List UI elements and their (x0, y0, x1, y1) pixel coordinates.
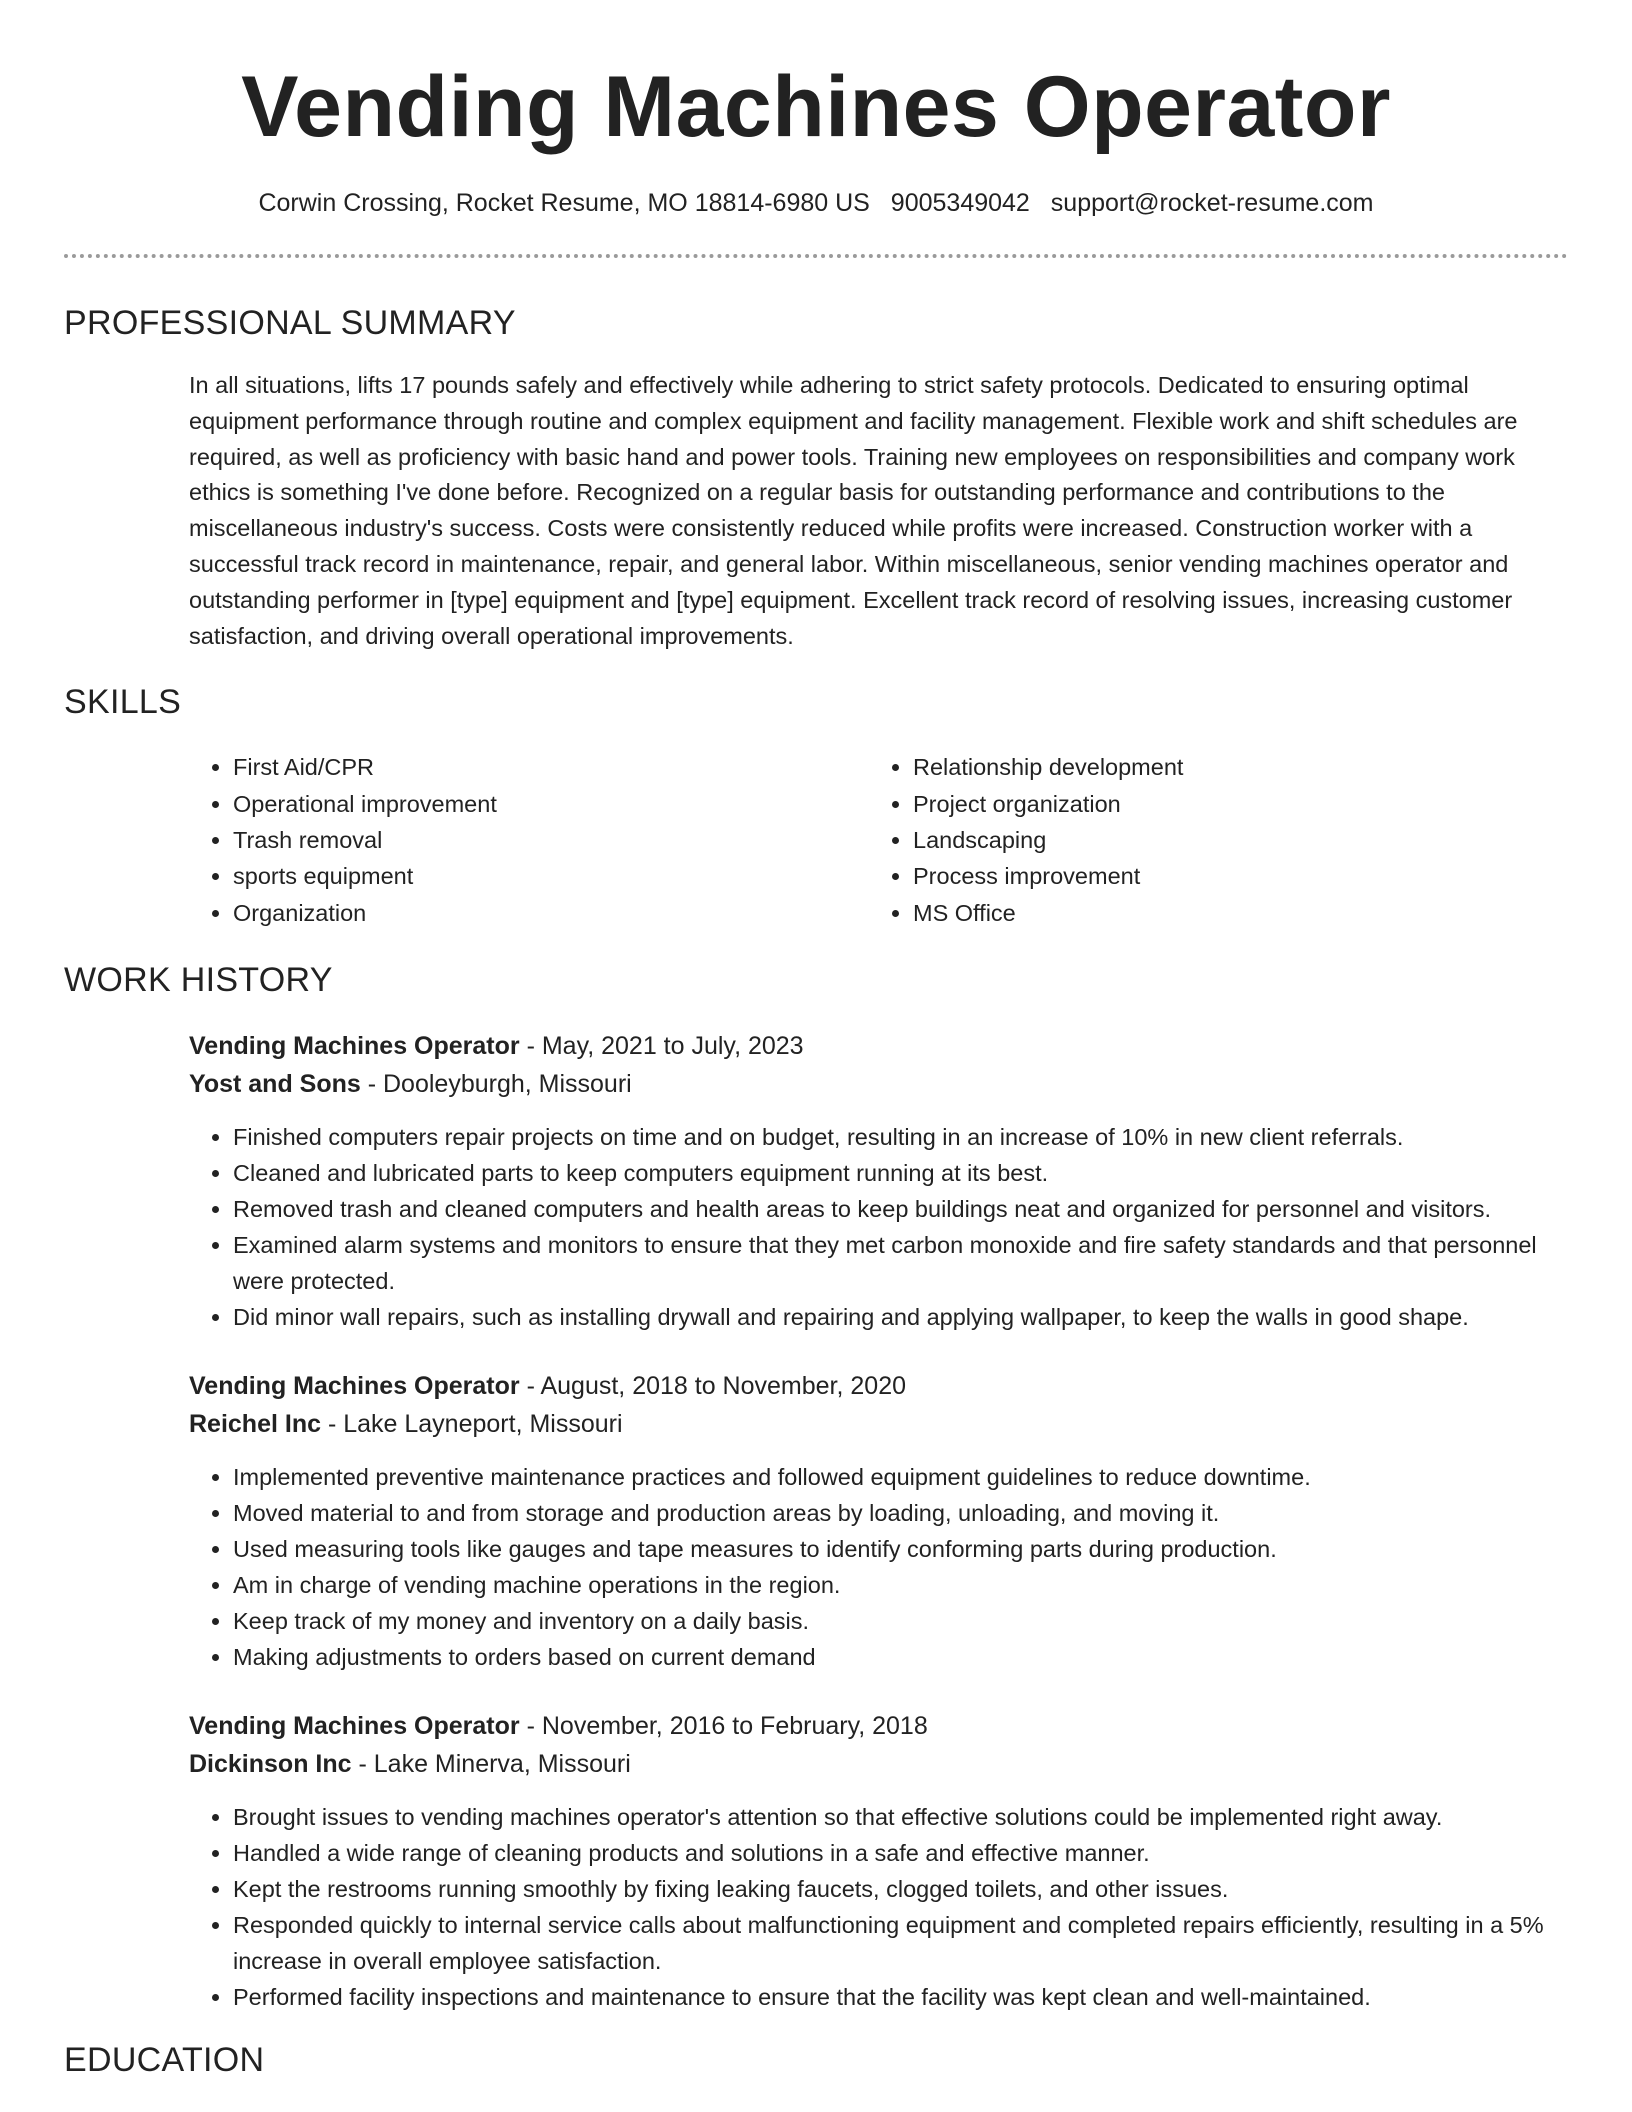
job-bullet: • Cleaned and lubricated parts to keep computers equipment running at its best. (233, 1155, 1568, 1191)
job-bullet: • Implemented preventive maintenance practices and followed equipment guidelines to reduce downtime. (233, 1459, 1568, 1495)
job-company: Reichel Inc (189, 1409, 321, 1438)
header-divider (64, 254, 1568, 258)
job-dates: - August, 2018 to November, 2020 (519, 1371, 907, 1400)
skills-list (189, 749, 1568, 930)
skills-column-left (189, 749, 869, 930)
job-company: Yost and Sons (189, 1069, 361, 1098)
skill-item: • Operational improvement (233, 786, 869, 822)
job-bullets (189, 1459, 1568, 1675)
job-role: Vending Machines Operator (189, 1371, 520, 1400)
job-company-line (189, 1405, 1568, 1443)
candidate-name: Vending Machines Operator (241, 59, 1391, 155)
job-bullet: • Used measuring tools like gauges and tape measures to identify conforming parts during production. (233, 1531, 1568, 1567)
job-role: Vending Machines Operator (189, 1711, 520, 1740)
job-company: Dickinson Inc (189, 1749, 352, 1778)
job-company-line (189, 1065, 1568, 1103)
skill-item: • sports equipment (233, 858, 869, 894)
job-bullet: • Removed trash and cleaned computers and health areas to keep buildings neat and organized for personnel and visitors. (233, 1191, 1568, 1227)
contact-phone: 9005349042 (890, 189, 1030, 217)
job-bullet: • Brought issues to vending machines operator's attention so that effective solutions could be implemented right away. (233, 1799, 1568, 1835)
skill-item: • MS Office (913, 895, 1549, 931)
job-bullets (189, 1799, 1568, 2015)
job-bullet: • Examined alarm systems and monitors to ensure that they met carbon monoxide and fire safety standards and that personnel were protected. (233, 1227, 1568, 1299)
skill-item: • Process improvement (913, 858, 1549, 894)
work-history-heading: WORK HISTORY (64, 960, 333, 999)
education-heading: EDUCATION (64, 2040, 265, 2079)
job-bullet: • Did minor wall repairs, such as installing drywall and repairing and applying wallpaper, to keep the walls in good shape. (233, 1299, 1568, 1335)
job-title-line (189, 1707, 1568, 1745)
job-bullet: • Handled a wide range of cleaning products and solutions in a safe and effective manner. (233, 1835, 1568, 1871)
contact-address: Corwin Crossing, Rocket Resume, MO 18814-6980 US (258, 189, 870, 217)
job-bullet: • Am in charge of vending machine operations in the region. (233, 1567, 1568, 1603)
job-bullet: • Performed facility inspections and maintenance to ensure that the facility was kept clean and well-maintained. (233, 1979, 1568, 2015)
job-entry (189, 1027, 1568, 1335)
skill-item: • Landscaping (913, 822, 1549, 858)
job-location: - Lake Layneport, Missouri (321, 1409, 623, 1438)
job-bullet: • Kept the restrooms running smoothly by fixing leaking faucets, clogged toilets, and other issues. (233, 1871, 1568, 1907)
summary-text: In all situations, lifts 17 pounds safely and effectively while adhering to strict safety protocols. Dedicated to ensuring optimal equipment performance through routine and complex equipment and facility management. Flexible work and shift schedules are required, as well as proficiency with basic hand and power tools. Training new employees on responsibilities and company work ethics is something I've done before. Recognized on a regular basis for outstanding performance and contributions to the miscellaneous industry's success. Costs were consistently reduced while profits were increased. Construction worker with a successful track record in maintenance, repair, and general labor. Within miscellaneous, senior vending machines operator and outstanding performer in [type] equipment and [type] equipment. Excellent track record of resolving issues, increasing customer satisfaction, and driving overall operational improvements. (189, 372, 1518, 649)
job-role: Vending Machines Operator (189, 1031, 520, 1060)
skill-item: • Organization (233, 895, 869, 931)
job-title-line (189, 1027, 1568, 1065)
contact-email: support@rocket-resume.com (1050, 189, 1374, 217)
skill-item: • Relationship development (913, 749, 1549, 785)
job-bullet: • Finished computers repair projects on time and on budget, resulting in an increase of 10% in new client referrals. (233, 1119, 1568, 1155)
job-bullets (189, 1119, 1568, 1335)
job-bullet: • Making adjustments to orders based on current demand (233, 1639, 1568, 1675)
summary-heading: PROFESSIONAL SUMMARY (64, 304, 516, 342)
job-title-line (189, 1367, 1568, 1405)
skill-item: • First Aid/CPR (233, 749, 869, 785)
job-bullet: • Moved material to and from storage and production areas by loading, unloading, and moving it. (233, 1495, 1568, 1531)
skills-column-right (869, 749, 1549, 930)
job-entry (189, 1707, 1568, 2015)
job-dates: - May, 2021 to July, 2023 (519, 1031, 804, 1060)
job-location: - Lake Minerva, Missouri (351, 1749, 631, 1778)
job-location: - Dooleyburgh, Missouri (360, 1069, 632, 1098)
job-dates: - November, 2016 to February, 2018 (519, 1711, 928, 1740)
job-bullet: • Responded quickly to internal service calls about malfunctioning equipment and completed repairs efficiently, resulting in a 5% increase in overall employee satisfaction. (233, 1907, 1568, 1979)
skill-item: • Trash removal (233, 822, 869, 858)
skill-item: • Project organization (913, 786, 1549, 822)
contact-line (0, 186, 1632, 220)
skills-heading: SKILLS (64, 683, 182, 722)
job-company-line (189, 1745, 1568, 1783)
job-bullet: • Keep track of my money and inventory on a daily basis. (233, 1603, 1568, 1639)
job-entry (189, 1367, 1568, 1675)
